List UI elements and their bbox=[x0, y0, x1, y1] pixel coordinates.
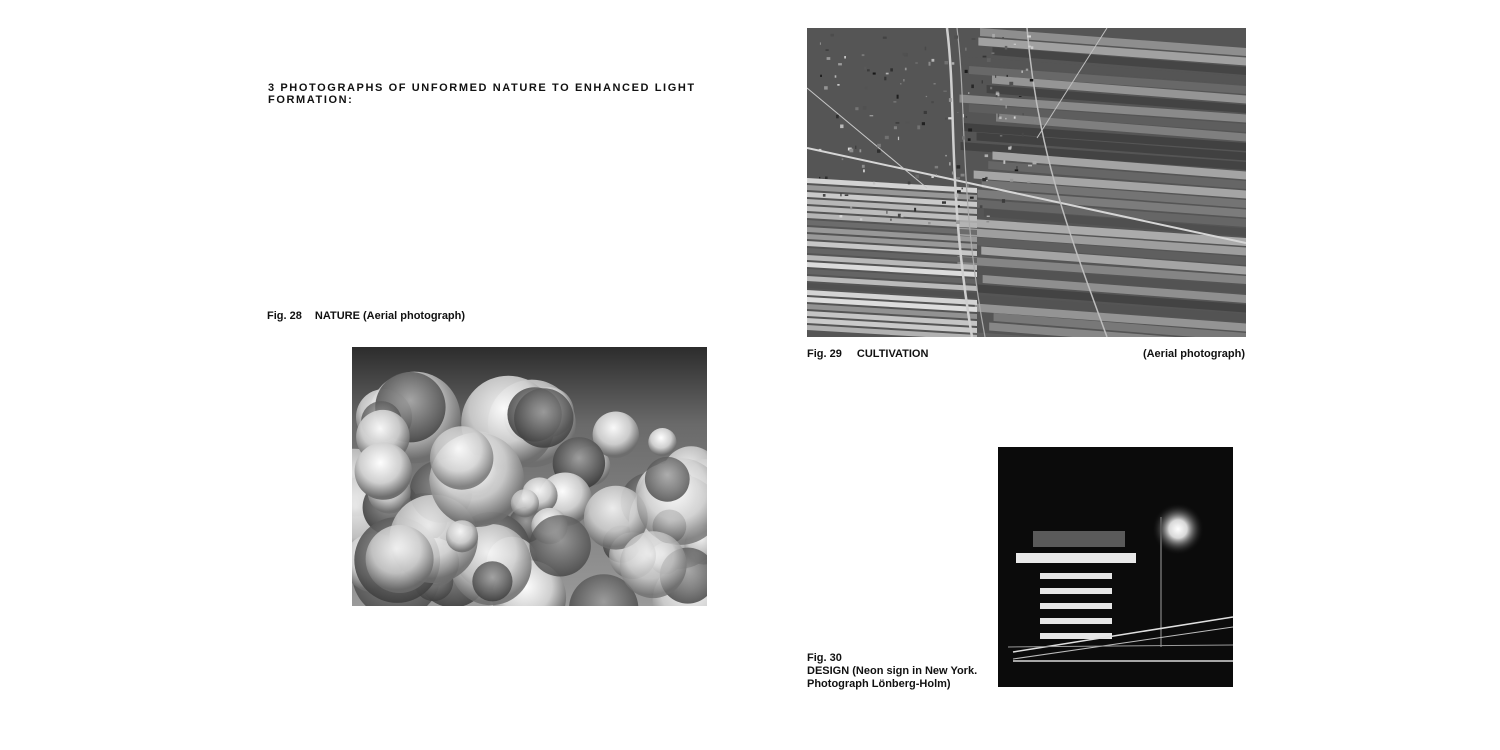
fig-30-note-line2: Photograph Lönberg-Holm) bbox=[807, 678, 951, 690]
fig-28-caption bbox=[267, 310, 465, 323]
fig-29-number: Fig. 29 bbox=[807, 348, 842, 360]
fig-28-title: NATURE bbox=[314, 310, 360, 322]
fig-28-clouds-photo bbox=[352, 347, 707, 606]
fig-30-neon-photo bbox=[998, 447, 1233, 687]
fig-29-title: CULTIVATION bbox=[856, 348, 929, 360]
fig-30-title-line bbox=[807, 665, 977, 678]
fig-29-caption bbox=[807, 348, 1245, 361]
fig-28-note: (Aerial photograph) bbox=[362, 310, 466, 322]
fig-28-number: Fig. 28 bbox=[267, 310, 302, 322]
fig-29-note: (Aerial photograph) bbox=[1142, 348, 1245, 360]
page-heading: 3 PHOTOGRAPHS OF UNFORMED NATURE TO ENHANCED LIGHT FORMATION: bbox=[268, 82, 696, 106]
fig-29-fields-photo bbox=[807, 28, 1246, 337]
fig-30-note-line1: (Neon sign in New York. bbox=[852, 665, 978, 677]
fig-30-title: DESIGN bbox=[807, 665, 850, 677]
fig-30-caption bbox=[807, 652, 977, 691]
fig-30-number: Fig. 30 bbox=[807, 652, 842, 664]
